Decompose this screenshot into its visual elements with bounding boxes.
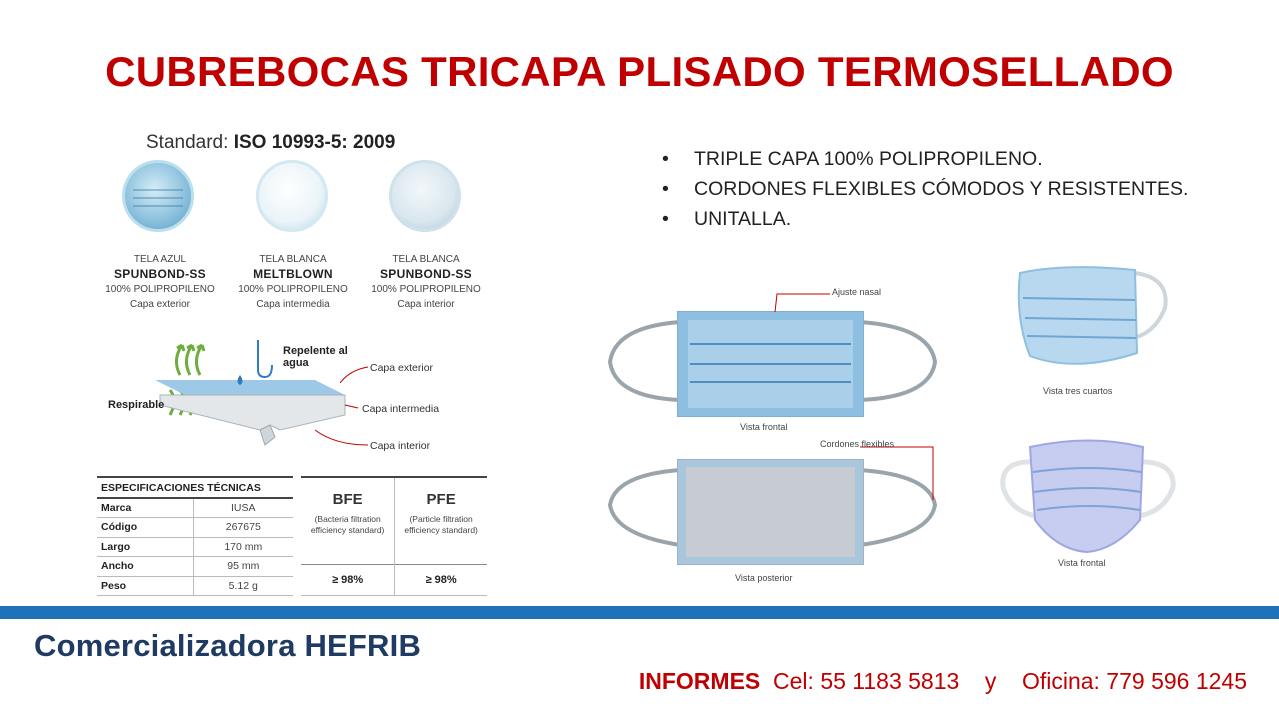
separator: y <box>984 668 997 694</box>
table-row: Ancho 95 mm <box>97 557 293 577</box>
page-title: CUBREBOCAS TRICAPA PLISADO TERMOSELLADO <box>105 48 1174 95</box>
layer-name: SPUNBOND-SS <box>380 267 472 281</box>
mask-three-quarter-image <box>1005 258 1175 388</box>
bfe-value: ≥ 98% <box>301 564 395 595</box>
specs-header: ESPECIFICACIONES TÉCNICAS <box>97 477 293 498</box>
inner-layer-label: Capa interior <box>370 440 431 452</box>
table-row: Marca IUSA <box>97 498 293 518</box>
pfe-header: PFE <box>395 477 487 510</box>
middle-layer-label: Capa intermedia <box>362 403 440 415</box>
mask-worn-front-image <box>995 432 1185 557</box>
layer-material: 100% POLIPROPILENO <box>238 284 348 295</box>
efficiency-table <box>301 476 487 596</box>
table-row: Peso 5.12 g <box>97 576 293 596</box>
layer-inner <box>361 252 491 312</box>
company-name: Comercializadora HEFRIB <box>34 628 422 663</box>
cel-number: Cel: 55 1183 5813 <box>773 668 960 694</box>
list-item: • CORDONES FLEXIBLES CÓMODOS Y RESISTENTES. <box>662 174 1188 204</box>
specs-table <box>97 476 293 596</box>
fabric-sample-blue <box>122 160 194 232</box>
standard-label <box>146 132 395 154</box>
layer-material: 100% POLIPROPILENO <box>371 284 481 295</box>
layer-outer <box>95 252 225 312</box>
list-item: • UNITALLA. <box>662 204 1188 234</box>
layer-position: Capa exterior <box>129 299 191 310</box>
feature-list <box>662 144 1188 234</box>
cords-label: Cordones flexibles <box>820 439 895 449</box>
repellent-label: Repelente al agua <box>283 345 348 369</box>
fabric-sample-white-inner <box>389 160 461 232</box>
fabric-sample-white <box>256 160 328 232</box>
layer-position: Capa intermedia <box>256 299 330 310</box>
layer-position: Capa interior <box>397 299 455 310</box>
layer-fabric: TELA BLANCA <box>392 254 460 265</box>
layer-material: 100% POLIPROPILENO <box>105 284 215 295</box>
standard-prefix: Standard: <box>146 132 229 153</box>
layer-middle <box>228 252 358 312</box>
pfe-desc: (Particle filtration efficiency standard) <box>395 510 487 564</box>
bfe-desc: (Bacteria filtration efficiency standard) <box>310 514 385 536</box>
mask-front-image <box>605 282 945 442</box>
layer-name: SPUNBOND-SS <box>114 267 206 281</box>
mask-back-image <box>605 440 945 580</box>
layer-fabric: TELA BLANCA <box>259 254 327 265</box>
table-row: Largo 170 mm <box>97 537 293 557</box>
front-view-caption: Vista frontal <box>740 422 788 432</box>
list-item: • TRIPLE CAPA 100% POLIPROPILENO. <box>662 144 1188 174</box>
pfe-value: ≥ 98% <box>395 564 487 595</box>
bfe-header: BFE <box>301 477 395 510</box>
informes-label: INFORMES <box>638 668 761 694</box>
worn-front-caption: Vista frontal <box>1058 558 1106 568</box>
outer-layer-label: Capa exterior <box>370 362 434 374</box>
office-number: Oficina: 779 596 1245 <box>1021 668 1247 694</box>
breathable-label: Respirable <box>108 399 165 411</box>
table-row: Código 267675 <box>97 518 293 538</box>
standard-value: ISO 10993-5: 2009 <box>233 132 396 153</box>
nasal-fit-label: Ajuste nasal <box>832 287 882 297</box>
layer-fabric: TELA AZUL <box>133 254 187 265</box>
three-quarter-caption: Vista tres cuartos <box>1043 386 1113 396</box>
back-view-caption: Vista posterior <box>735 573 793 583</box>
layer-name: MELTBLOWN <box>253 267 333 281</box>
contact-info <box>639 668 1247 695</box>
footer-divider <box>0 606 1279 619</box>
